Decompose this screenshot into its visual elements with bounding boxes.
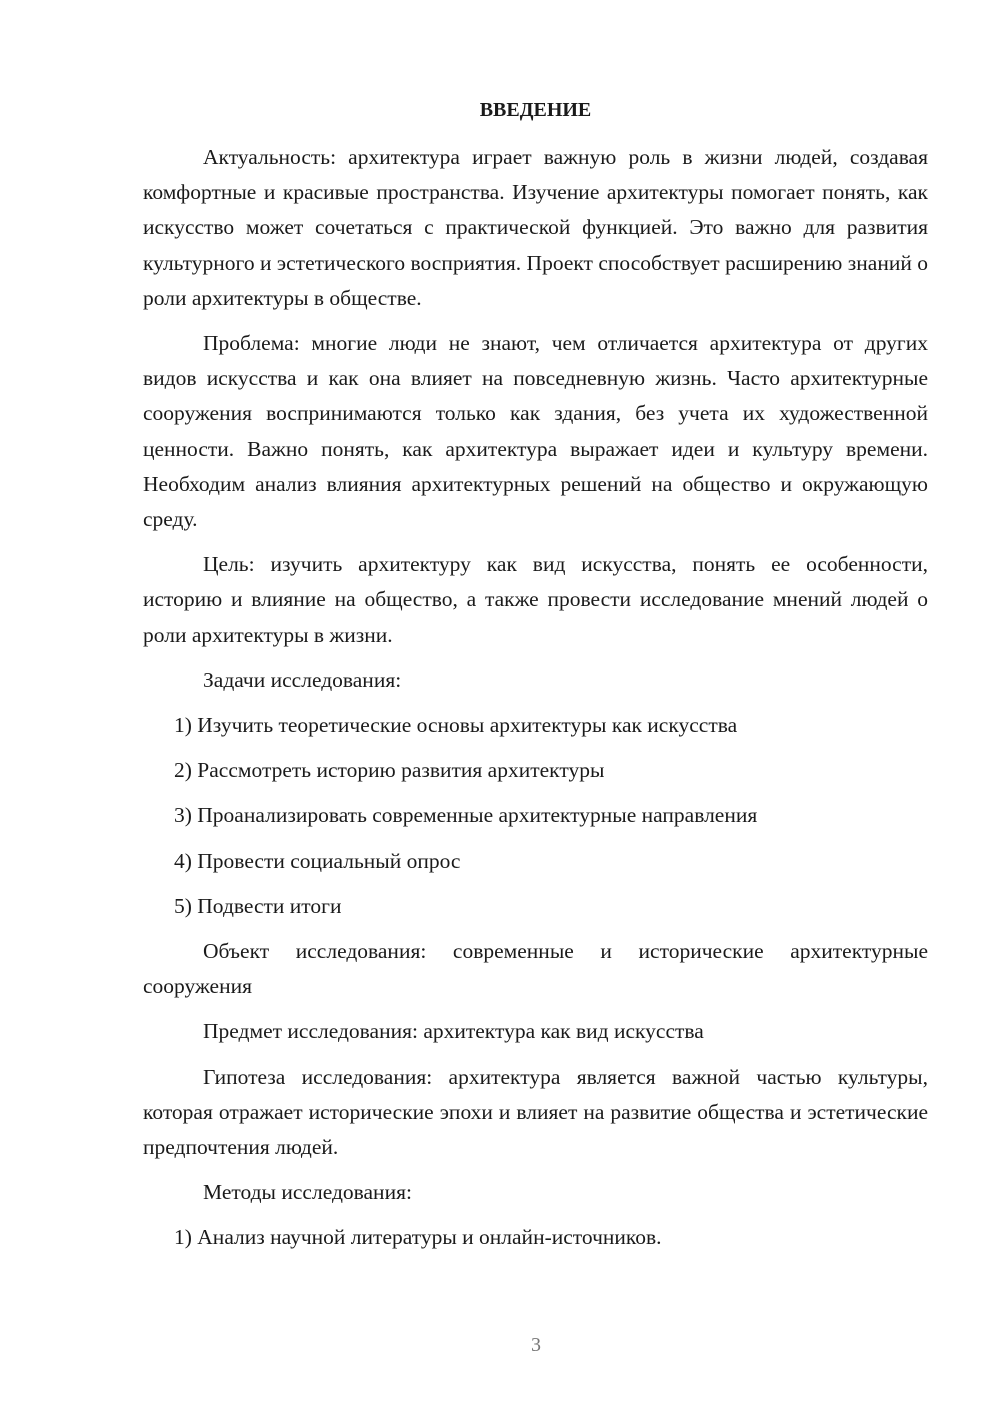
- goal-paragraph: Цель: изучить архитектуру как вид искусства, понять ее особенности, историю и влияние на общество, а также провести исследование мнений людей о роли архитектуры в жизни.: [143, 552, 928, 647]
- task-item: 1) Изучить теоретические основы архитектуры как искусства: [174, 713, 738, 738]
- methods-title: Методы исследования:: [203, 1180, 412, 1205]
- relevance-paragraph: Актуальность: архитектура играет важную роль в жизни людей, создавая комфортные и красивые пространства. Изучение архитектуры помогает понять, как искусство может сочетаться с практической функцией. Это важно для развития культурного и эстетического восприятия. Проект способствует расширению знаний о роли архитектуры в обществе.: [143, 145, 928, 310]
- page-number: 3: [531, 1334, 541, 1356]
- subject-line: Предмет исследования: архитектура как вид искусства: [203, 1019, 704, 1044]
- task-item: 3) Проанализировать современные архитектурные направления: [174, 803, 758, 828]
- task-item: 2) Рассмотреть историю развития архитектуры: [174, 758, 605, 783]
- problem-paragraph: Проблема: многие люди не знают, чем отличается архитектура от других видов искусства и как она влияет на повседневную жизнь. Часто архитектурные сооружения воспринимаются только как здания, без учета их художественной ценности. Важно понять, как архитектура выражает идеи и культуру времени. Необходим анализ влияния архитектурных решений на общество и окружающую среду.: [143, 331, 928, 532]
- object-paragraph: Объект исследования: современные и исторические архитектурные сооружения: [143, 939, 928, 999]
- hypothesis-paragraph: Гипотеза исследования: архитектура является важной частью культуры, которая отражает исторические эпохи и влияет на развитие общества и эстетические предпочтения людей.: [143, 1064, 928, 1160]
- section-heading: ВВЕДЕНИЕ: [479, 99, 592, 121]
- method-item: 1) Анализ научной литературы и онлайн-источников.: [174, 1225, 662, 1250]
- task-item: 5) Подвести итоги: [174, 893, 342, 918]
- tasks-title: Задачи исследования:: [203, 667, 402, 692]
- page-content: [143, 96, 928, 1266]
- task-item: 4) Провести социальный опрос: [174, 848, 461, 873]
